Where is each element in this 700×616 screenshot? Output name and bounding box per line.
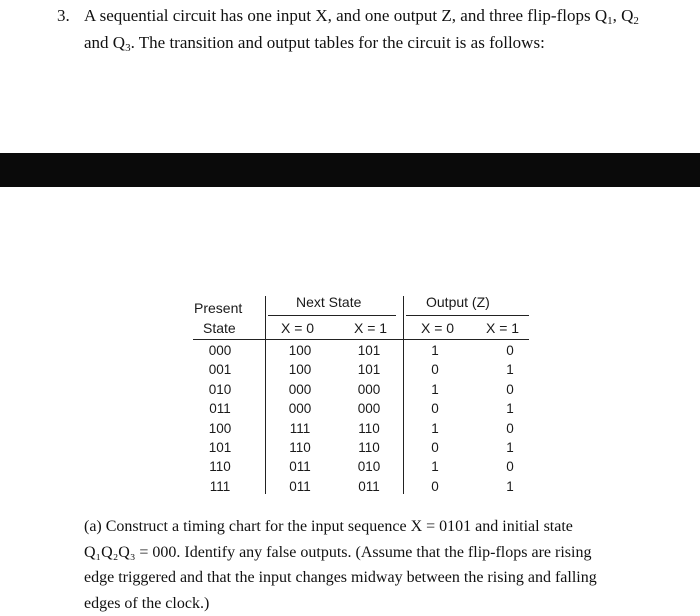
cell-out-x0: 0: [425, 438, 445, 457]
header-out-x1: X = 1: [486, 320, 519, 336]
rule-output: [406, 315, 529, 316]
cell-next-x0: 110: [280, 438, 320, 457]
divider-present: [265, 296, 266, 494]
cell-next-x1: 000: [349, 380, 389, 399]
header-present: Present: [194, 300, 242, 316]
col-present: [200, 341, 240, 496]
col-next-x1: [349, 341, 389, 496]
cell-next-x1: 101: [349, 360, 389, 379]
cell-present: 111: [200, 477, 240, 496]
cell-present: 001: [200, 360, 240, 379]
cell-next-x1: 110: [349, 438, 389, 457]
part-a-line-3: edge triggered and that the input changes midway between the rising and falling: [84, 565, 644, 591]
header-state: State: [203, 320, 236, 336]
question-number: 3.: [57, 6, 70, 26]
cell-next-x0: 011: [280, 457, 320, 476]
cell-present: 010: [200, 380, 240, 399]
cell-out-x1: 1: [500, 477, 520, 496]
header-next-x1: X = 1: [354, 320, 387, 336]
cell-next-x0: 011: [280, 477, 320, 496]
cell-out-x1: 0: [500, 341, 520, 360]
header-next-x0: X = 0: [281, 320, 314, 336]
cell-out-x1: 1: [500, 438, 520, 457]
cell-out-x0: 1: [425, 341, 445, 360]
cell-out-x0: 0: [425, 399, 445, 418]
cell-out-x1: 0: [500, 380, 520, 399]
col-next-x0: [280, 341, 320, 496]
cell-out-x0: 1: [425, 457, 445, 476]
cell-present: 100: [200, 419, 240, 438]
header-output: Output (Z): [426, 294, 490, 310]
cell-next-x0: 000: [280, 399, 320, 418]
cell-next-x1: 011: [349, 477, 389, 496]
cell-next-x0: 111: [280, 419, 320, 438]
divider-next: [403, 296, 404, 494]
cell-out-x0: 0: [425, 477, 445, 496]
header-next-state: Next State: [296, 294, 361, 310]
cell-out-x0: 1: [425, 419, 445, 438]
part-a-line-4: edges of the clock.): [84, 591, 644, 616]
cell-next-x0: 100: [280, 341, 320, 360]
rule-next-state: [268, 315, 396, 316]
cell-present: 110: [200, 457, 240, 476]
part-a-text: [84, 514, 644, 616]
cell-out-x1: 0: [500, 457, 520, 476]
cell-present: 101: [200, 438, 240, 457]
cell-next-x0: 100: [280, 360, 320, 379]
cell-out-x1: 1: [500, 399, 520, 418]
cell-next-x1: 000: [349, 399, 389, 418]
cell-next-x1: 010: [349, 457, 389, 476]
part-a-line-2: Q₁Q₂Q₃ = 000. Identify any false outputs. (Assume that the flip-flops are rising: [84, 540, 644, 566]
cell-out-x1: 0: [500, 419, 520, 438]
cell-next-x1: 101: [349, 341, 389, 360]
cell-next-x1: 110: [349, 419, 389, 438]
question-text-line-2: and $Q_3$. The transition and output tables for the circuit is as follows:: [84, 33, 545, 53]
question-text-line-1: A sequential circuit has one input X, and one output Z, and three flip-flops $Q_1$, $Q_2$: [84, 6, 639, 26]
cell-out-x0: 0: [425, 360, 445, 379]
col-out-x1: [500, 341, 520, 496]
cell-out-x0: 1: [425, 380, 445, 399]
cell-present: 011: [200, 399, 240, 418]
cell-out-x1: 1: [500, 360, 520, 379]
header-out-x0: X = 0: [421, 320, 454, 336]
part-a-line-1: (a) Construct a timing chart for the input sequence X = 0101 and initial state: [84, 514, 644, 540]
col-out-x0: [425, 341, 445, 496]
cell-next-x0: 000: [280, 380, 320, 399]
cell-present: 000: [200, 341, 240, 360]
